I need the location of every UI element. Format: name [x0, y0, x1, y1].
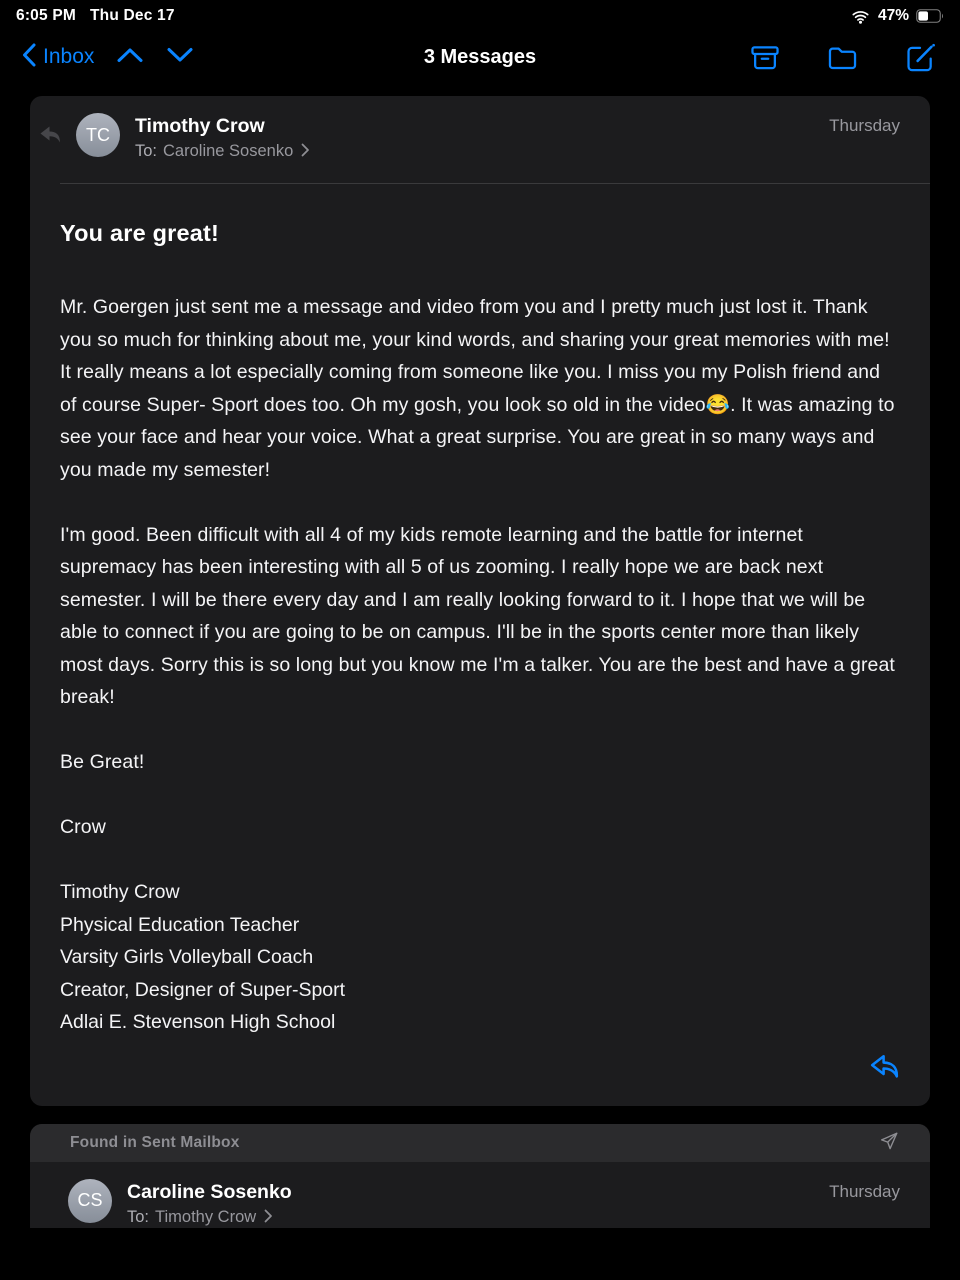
to-label: To:	[135, 142, 158, 160]
reply-button[interactable]	[869, 1053, 902, 1084]
body-paragraph: I'm good. Been difficult with all 4 of my kids remote learning and the battle for internet supremacy has been interesting with all 5 of us zooming. I really hope we are back next semester. I will be there every day and I am really looking forward to it. I hope that we will be able to connect if you are going to be on campus. I'll be in the sports center more than likely most days. Sorry this is so long but you know me I'm a talker. You are the best and have a great break!	[60, 523, 895, 708]
signature-line: Physical Education Teacher	[60, 913, 300, 936]
message-card-caroline-sosenko	[30, 1124, 930, 1228]
chevron-right-icon	[264, 1209, 273, 1228]
message-header[interactable]	[30, 96, 930, 162]
recipient-line[interactable]	[135, 141, 829, 162]
recipient-name: Caroline Sosenko	[163, 142, 294, 160]
avatar-initials: CS	[77, 1190, 103, 1210]
message-card-timothy-crow	[30, 96, 930, 1106]
back-label: Inbox	[43, 44, 95, 68]
recipient-line[interactable]	[127, 1207, 829, 1228]
message-date: Thursday	[829, 116, 900, 135]
subject-line: You are great!	[60, 220, 220, 246]
compose-button[interactable]	[904, 42, 936, 77]
reply-icon	[869, 1069, 902, 1084]
chevron-right-icon	[301, 143, 310, 162]
avatar	[76, 113, 120, 157]
compose-icon	[904, 62, 936, 77]
signature-line: Timothy Crow	[60, 881, 180, 903]
signature-line: Adlai E. Stevenson High School	[60, 1011, 336, 1033]
battery-percent: 47%	[877, 7, 909, 24]
sent-message-button[interactable]	[878, 1130, 900, 1155]
status-time: 6:05 PM	[16, 7, 76, 24]
mail-toolbar	[0, 34, 960, 86]
body-paragraph: Be Great!	[60, 751, 145, 773]
sender-name: Caroline Sosenko	[127, 1180, 292, 1203]
sender-name: Timothy Crow	[135, 115, 265, 137]
archive-icon	[749, 62, 781, 77]
reply-indicator-icon	[38, 124, 68, 151]
battery-icon	[916, 9, 944, 23]
thread-title: 3 Messages	[423, 46, 537, 68]
message-header[interactable]	[30, 1162, 930, 1228]
archive-button[interactable]	[749, 42, 781, 77]
status-date: Thu Dec 17	[89, 7, 175, 24]
send-icon	[878, 1140, 900, 1155]
body-paragraph: Mr. Goergen just sent me a message and video from you and I pretty much just lost it. Thank you so much for thinking about me, your kind words, and sharing your great memories with me! It really means a lot especially coming from someone like you. I miss you my Polish friend and of course Super- Sport does too. Oh my gosh, you look so old in the video😂. It was amazing to see your face and hear your voice. What a great surprise. You are great in so many ways and you made my semester!	[60, 296, 895, 481]
signature-line: Varsity Girls Volleyball Coach	[60, 946, 314, 968]
wifi-icon	[850, 8, 871, 24]
signature-line: Creator, Designer of Super-Sport	[60, 978, 346, 1001]
message-body	[60, 291, 900, 844]
header-divider	[60, 183, 930, 184]
status-bar	[0, 0, 960, 30]
folder-icon	[826, 62, 859, 77]
recipient-name: Timothy Crow	[155, 1207, 257, 1226]
avatar-initials: TC	[86, 124, 110, 145]
found-in-mailbox-label: Found in Sent Mailbox	[70, 1133, 240, 1151]
move-to-folder-button[interactable]	[826, 42, 859, 77]
message-date: Thursday	[829, 1181, 900, 1201]
to-label: To:	[127, 1207, 150, 1226]
signature-block	[60, 876, 900, 1039]
avatar	[68, 1179, 112, 1223]
body-paragraph: Crow	[60, 816, 106, 838]
found-in-mailbox-bar	[30, 1124, 930, 1162]
